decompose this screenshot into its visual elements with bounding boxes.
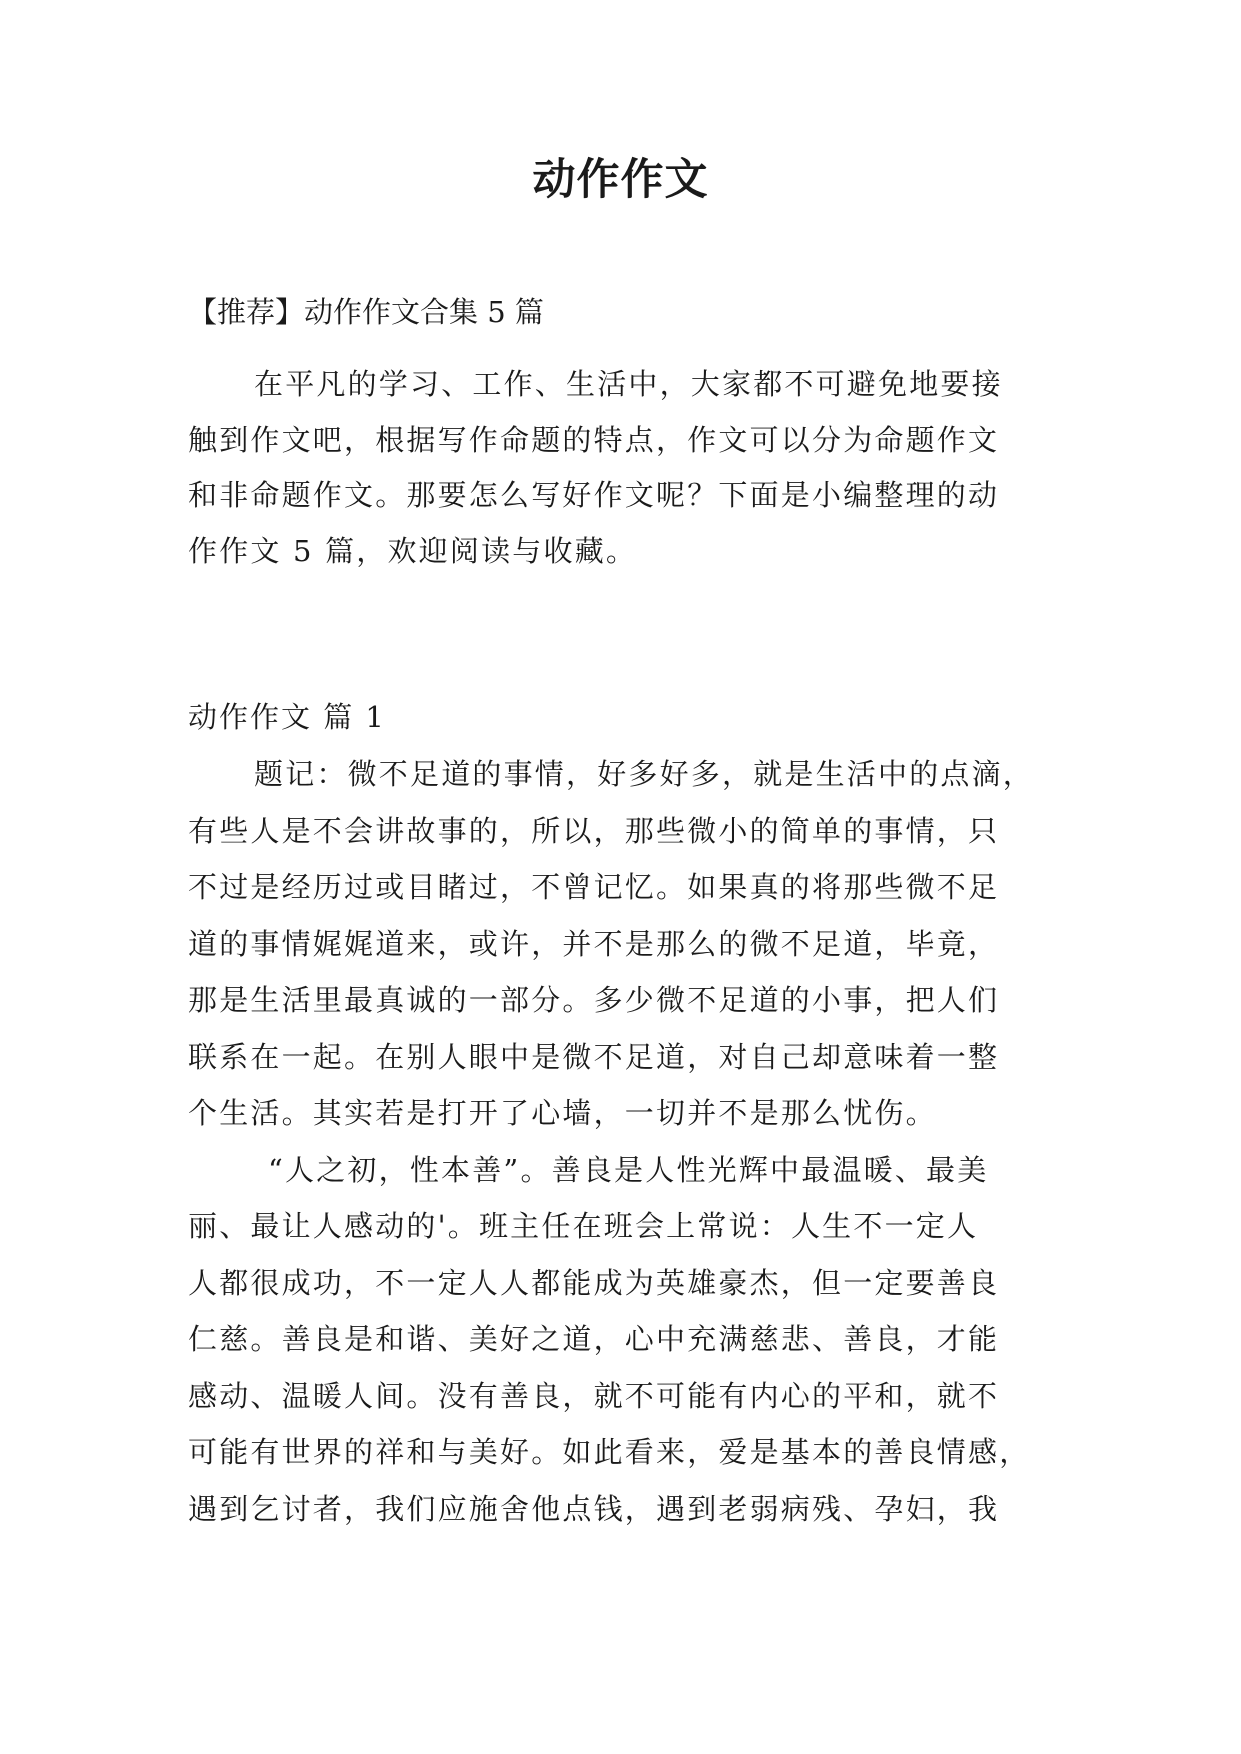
intro-line: 作作文 5 篇，欢迎阅读与收藏。 bbox=[188, 534, 638, 568]
paragraph-line: 遇到乞讨者，我们应施舍他点钱，遇到老弱病残、孕妇，我 bbox=[188, 1492, 1000, 1526]
paragraph-line: “人之初，性本善”。善良是人性光辉中最温暖、最美 bbox=[268, 1153, 989, 1187]
document-title: 动作作文 bbox=[532, 155, 709, 205]
intro-line: 触到作文吧，根据写作命题的特点，作文可以分为命题作文 bbox=[188, 423, 1000, 457]
paragraph-line: 个生活。其实若是打开了心墙，一切并不是那么忧伤。 bbox=[188, 1096, 937, 1130]
paragraph-line: 道的事情娓娓道来，或许，并不是那么的微不足道，毕竟， bbox=[188, 927, 1000, 961]
section-heading: 动作作文 篇 1 bbox=[188, 700, 386, 734]
paragraph-line: 那是生活里最真诚的一部分。多少微不足道的小事，把人们 bbox=[188, 983, 1000, 1017]
paragraph-line: 不过是经历过或目睹过，不曾记忆。如果真的将那些微不足 bbox=[188, 870, 1000, 904]
paragraph-line: 题记：微不足道的事情，好多好多，就是生活中的点滴， bbox=[254, 757, 1035, 791]
paragraph-line: 仁慈。善良是和谐、美好之道，心中充满慈悲、善良，才能 bbox=[188, 1322, 1000, 1356]
paragraph-line: 丽、最让人感动的'。班主任在班会上常说：人生不一定人 bbox=[188, 1209, 979, 1243]
intro-line: 在平凡的学习、工作、生活中，大家都不可避免地要接 bbox=[254, 367, 1003, 401]
paragraph-line: 人都很成功，不一定人人都能成为英雄豪杰，但一定要善良 bbox=[188, 1266, 1000, 1300]
intro-line: 和非命题作文。那要怎么写好作文呢？下面是小编整理的动 bbox=[188, 478, 1000, 512]
paragraph-line: 联系在一起。在别人眼中是微不足道，对自己却意味着一整 bbox=[188, 1040, 1000, 1074]
paragraph-line: 可能有世界的祥和与美好。如此看来，爱是基本的善良情感， bbox=[188, 1435, 1031, 1469]
document-subtitle: 【推荐】动作作文合集 5 篇 bbox=[188, 295, 544, 329]
paragraph-line: 有些人是不会讲故事的，所以，那些微小的简单的事情，只 bbox=[188, 814, 1000, 848]
paragraph-line: 感动、温暖人间。没有善良，就不可能有内心的平和，就不 bbox=[188, 1379, 1000, 1413]
